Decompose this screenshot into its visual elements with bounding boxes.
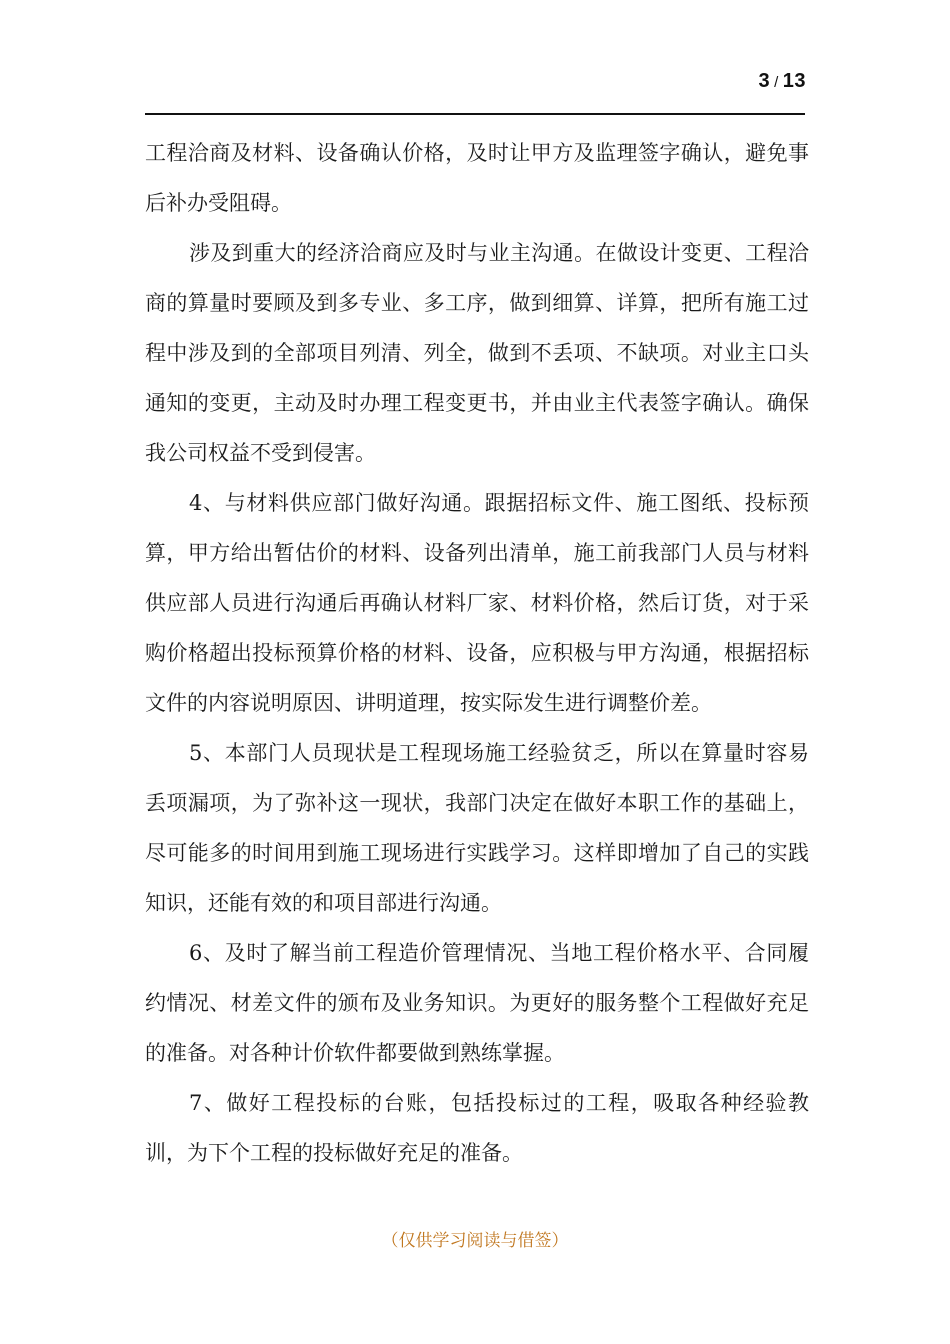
header-divider (145, 113, 805, 115)
page-separator: / (774, 74, 779, 91)
page-number (758, 70, 806, 93)
paragraph-continuation: 工程洽商及材料、设备确认价格，及时让甲方及监理签字确认，避免事后补办受阻碍。 (145, 141, 809, 215)
footer-disclaimer: （仅供学习阅读与借签） (381, 1231, 569, 1251)
paragraph-item-6: 6、及时了解当前工程造价管理情况、当地工程价格水平、合同履约情况、材差文件的颁布及业务知识。为更好的服务整个工程做好充足的准备。对各种计价软件都要做到熟练掌握。 (145, 941, 809, 1065)
paragraph-item-5: 5、本部门人员现状是工程现场施工经验贫乏，所以在算量时容易丢项漏项，为了弥补这一现状，我部门决定在做好本职工作的基础上，尽可能多的时间用到施工现场进行实践学习。这样即增加了自己的实践知识，还能有效的和项目部进行沟通。 (145, 741, 809, 915)
page-current: 3 (758, 70, 771, 92)
page-total: 13 (782, 70, 806, 92)
document-body (145, 128, 809, 1178)
paragraph-economic-negotiation: 涉及到重大的经济洽商应及时与业主沟通。在做设计变更、工程洽商的算量时要顾及到多专业、多工序，做到细算、详算，把所有施工过程中涉及到的全部项目列清、列全，做到不丢项、不缺项。对业主口头通知的变更，主动及时办理工程变更书，并由业主代表签字确认。确保我公司权益不受到侵害。 (145, 241, 809, 465)
paragraph-item-4: 4、与材料供应部门做好沟通。跟据招标文件、施工图纸、投标预算，甲方给出暂估价的材料、设备列出清单，施工前我部门人员与材料供应部人员进行沟通后再确认材料厂家、材料价格，然后订货，对于采购价格超出投标预算价格的材料、设备，应积极与甲方沟通，根据招标文件的内容说明原因、讲明道理，按实际发生进行调整价差。 (145, 491, 809, 715)
paragraph-item-7: 7、做好工程投标的台账，包括投标过的工程，吸取各种经验教训，为下个工程的投标做好充足的准备。 (145, 1091, 809, 1165)
